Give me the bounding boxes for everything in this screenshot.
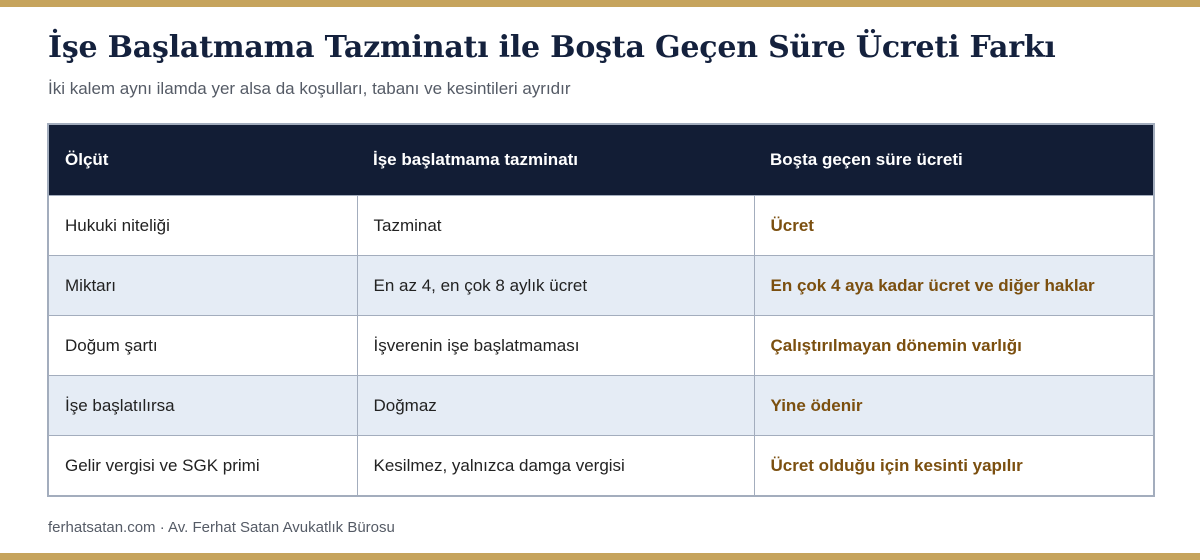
- cell-idle-wage: En çok 4 aya kadar ücret ve diğer haklar: [754, 256, 1154, 316]
- cell-idle-wage: Ücret: [754, 196, 1154, 256]
- comparison-table: [47, 123, 1155, 497]
- cell-criterion: Gelir vergisi ve SGK primi: [48, 436, 357, 497]
- cell-idle-wage: Ücret olduğu için kesinti yapılır: [754, 436, 1154, 497]
- cell-compensation: En az 4, en çok 8 aylık ücret: [357, 256, 754, 316]
- table-row: [48, 376, 1154, 436]
- table-row: [48, 436, 1154, 497]
- cell-compensation: Tazminat: [357, 196, 754, 256]
- column-header-reinstatement-compensation: İşe başlatmama tazminatı: [357, 124, 754, 196]
- page-title: İşe Başlatmama Tazminatı ile Boşta Geçen Süre Ücreti Farkı: [48, 30, 1056, 65]
- table-row: [48, 316, 1154, 376]
- table-header-row: [48, 124, 1154, 196]
- cell-compensation: Kesilmez, yalnızca damga vergisi: [357, 436, 754, 497]
- cell-criterion: İşe başlatılırsa: [48, 376, 357, 436]
- cell-compensation: İşverenin işe başlatmaması: [357, 316, 754, 376]
- page-subtitle: İki kalem aynı ilamda yer alsa da koşulları, tabanı ve kesintileri ayrıdır: [48, 79, 571, 98]
- cell-criterion: Doğum şartı: [48, 316, 357, 376]
- bottom-accent-bar: [0, 553, 1200, 560]
- cell-criterion: Hukuki niteliği: [48, 196, 357, 256]
- table-row: [48, 256, 1154, 316]
- table-row: [48, 196, 1154, 256]
- footer-credit: ferhatsatan.com · Av. Ferhat Satan Avukatlık Bürosu: [48, 519, 395, 536]
- column-header-criterion: Ölçüt: [48, 124, 357, 196]
- column-header-idle-period-wage: Boşta geçen süre ücreti: [754, 124, 1154, 196]
- cell-idle-wage: Yine ödenir: [754, 376, 1154, 436]
- top-accent-bar: [0, 0, 1200, 7]
- cell-compensation: Doğmaz: [357, 376, 754, 436]
- cell-idle-wage: Çalıştırılmayan dönemin varlığı: [754, 316, 1154, 376]
- cell-criterion: Miktarı: [48, 256, 357, 316]
